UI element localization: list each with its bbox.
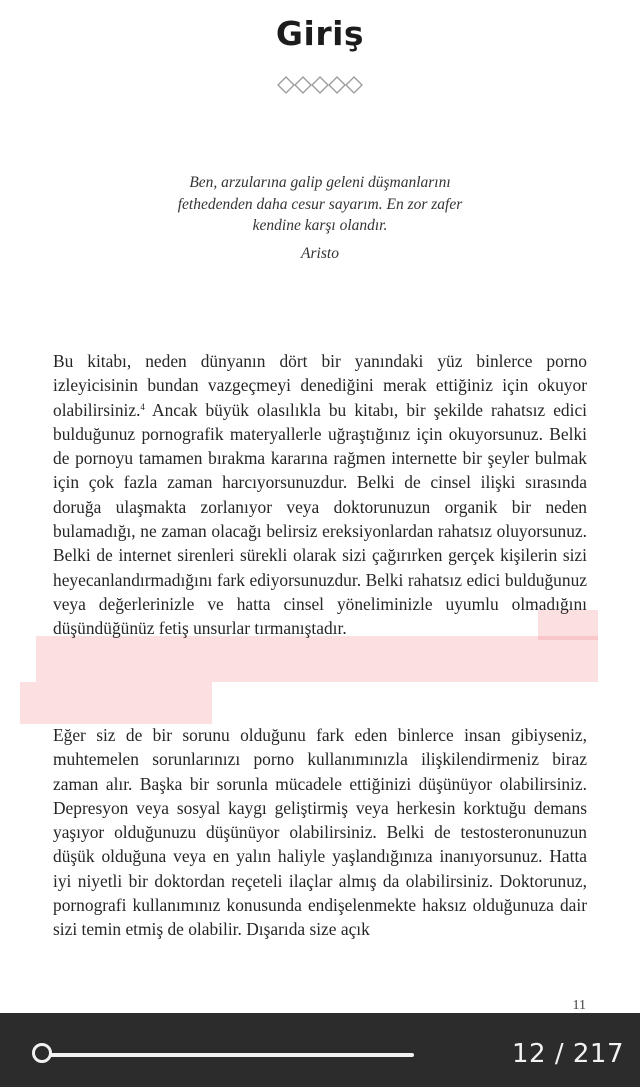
body-paragraph: Eğer siz de bir sorunu olduğunu fark eden binlerce insan gibiyseniz, muhtemelen sorunlarınızı porno kullanımınızla ilişkilendirmeniz biraz zaman alır. Başka bir sorunla mücadele ettiğinizi düşünüyor olabilirsiniz. Depresyon veya sosyal kaygı geliştirmiş veya herkesin korktuğu demans yaşıyor olduğunuzu düşünüyor olabilirsiniz. Belki de testosteronunuzun düşük olduğuna veya en yalın haliyle yaşlandığınıza inanıyorsunuz. Hatta iyi niyetli bir doktordan reçeteli ilaçlar almış da olabilirsiniz. Doktorunuz, pornografi kullanımınız konusunda endişelenmekte haksız olduğunuza dair sizi temin etmiş de olabilir. Dışarıda size açık — [53, 725, 587, 940]
text-highlight[interactable] — [20, 682, 212, 724]
page-counter: 12 / 217 — [512, 1039, 624, 1069]
epigraph-author: Aristo — [301, 244, 339, 262]
paragraph-text: Bu kitabı, neden dünyanın dört bir yanındaki yüz binlerce porno izleyicisinin bundan vazgeçmeyi denediğini merak ettiğiniz için okuyor olabilirsiniz. — [53, 351, 587, 420]
page-slider-thumb[interactable] — [32, 1043, 52, 1063]
epigraph-line: Ben, arzularına galip geleni düşmanlarını — [189, 174, 451, 191]
diamond-row-ornament-icon — [277, 74, 363, 96]
body-paragraph — [53, 349, 587, 641]
paragraph-text: Ancak büyük olasılıkla bu kitabı, bir şekilde rahatsız edici bulduğunuz pornografik materyallerle uğraştığınız için okuyorsunuz. Belki de pornoyu tamamen bırakma kararına rağmen internette bir şeyler bulmak için çok fazla zaman harcıyorsunuzdur. Belki de cinsel ilişki sırasında doruğa ulaşmakta zorlanıyor veya doktorunuzun organik bir neden bulamadığı, ne zaman olacağı belirsiz ereksiyonlardan rahatsız oluyorsunuz. Belki de internet sirenleri sürekli olarak sizi çağırırken gerçek kişilerin sizi heyecanlandırmadığını fark ediyorsunuzdur. Belki rahatsız edici bulduğunuz veya değerlerinizle ve hatta cinsel yöneliminizle uyumlu olmadığını düşündüğünüz fetiş unsurlar tırmanıştadır. — [53, 399, 587, 639]
page-number: 11 — [572, 998, 586, 1013]
footnote-marker[interactable]: 4 — [140, 401, 145, 412]
epigraph-line: kendine karşı olandır. — [252, 217, 388, 234]
chapter-title: Giriş — [275, 14, 365, 53]
reader-progress-bar — [0, 1013, 640, 1087]
page-slider-track[interactable] — [42, 1053, 414, 1057]
epigraph — [120, 172, 520, 264]
text-highlight[interactable] — [36, 636, 598, 682]
epigraph-line: fethedenden daha cesur sayarım. En zor zafer — [177, 195, 463, 213]
